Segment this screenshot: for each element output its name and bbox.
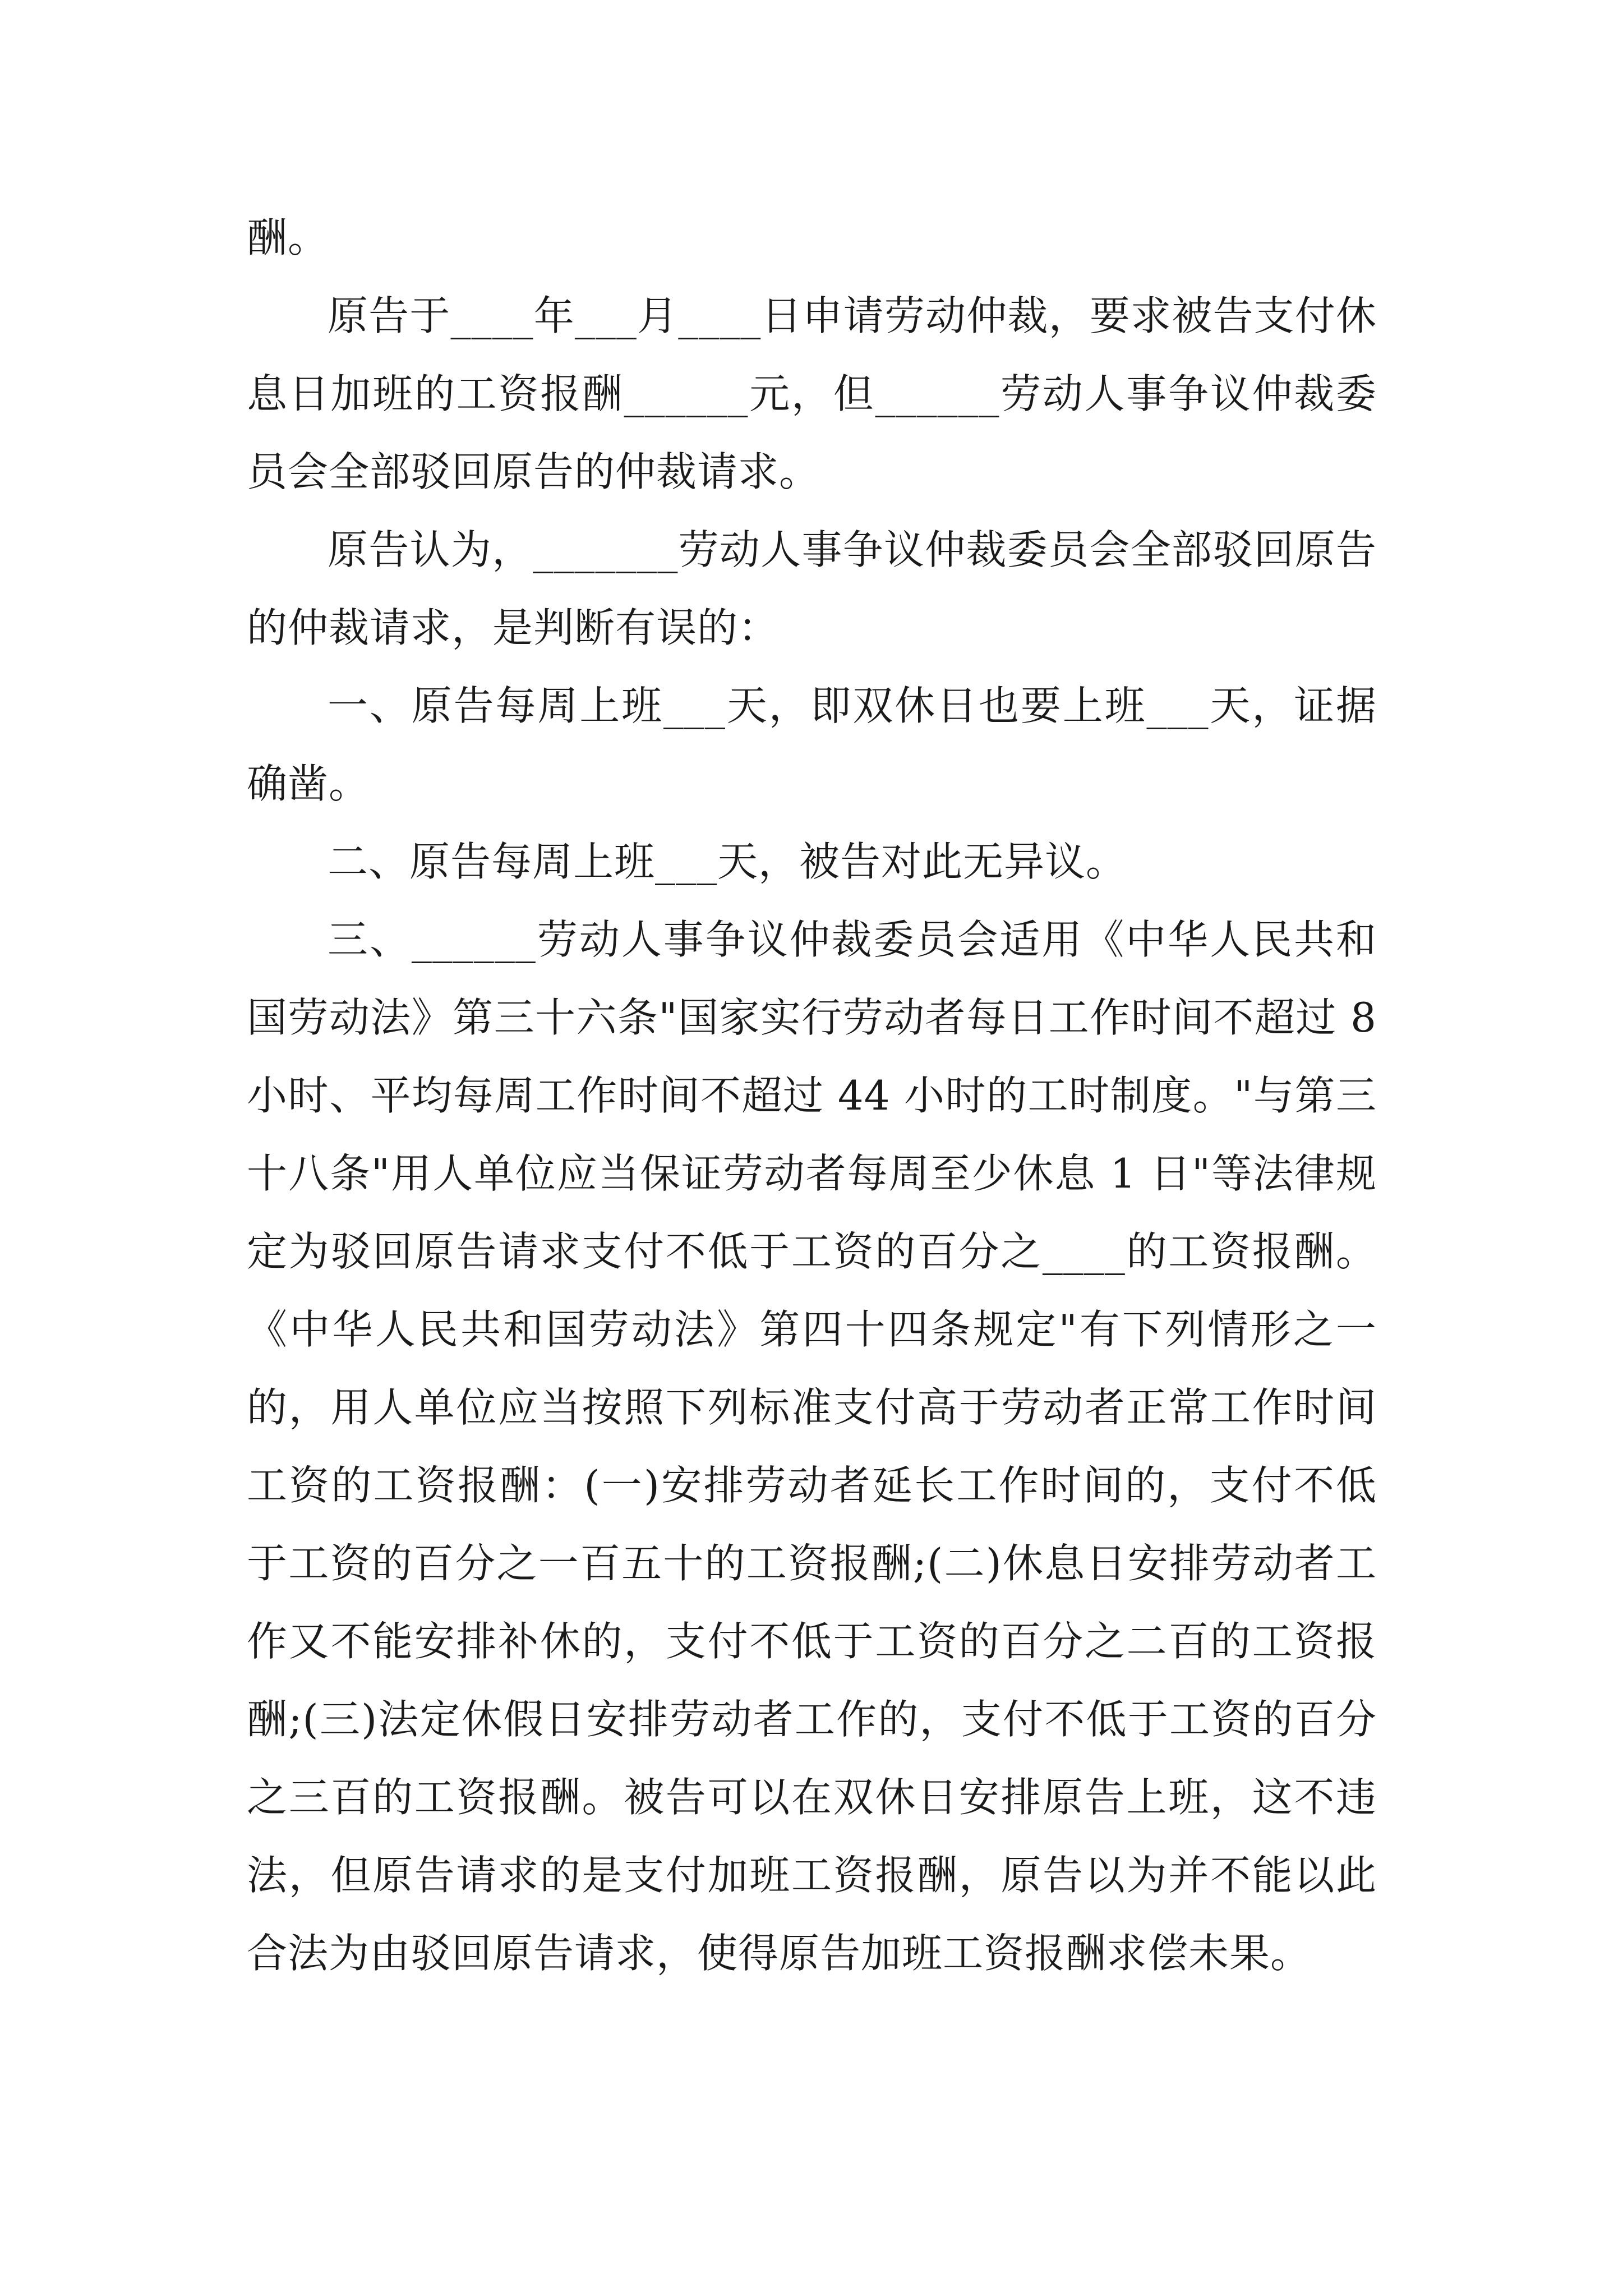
paragraph-point-two: 二、原告每周上班___天，被告对此无异议。 [328, 838, 1127, 885]
paragraph-continuation: 酬。 [247, 214, 329, 261]
paragraph-arbitration-application: 原告于____年___月____日申请劳动仲裁，要求被告支付休息日加班的工资报酬______元，但______劳动人事争议仲裁委员会全部驳回原告的仲裁请求。 [247, 292, 1377, 495]
paragraph-plaintiff-opinion: 原告认为，_______劳动人事争议仲裁委员会全部驳回原告的仲裁请求，是判断有误的： [247, 526, 1377, 651]
document-body [247, 199, 1377, 1993]
paragraph-point-one: 一、原告每周上班___天，即双休日也要上班___天，证据确凿。 [247, 682, 1377, 807]
paragraph-point-three: 三、______劳动人事争议仲裁委员会适用《中华人民共和国劳动法》第三十六条"国家实行劳动者每日工作时间不超过 8 小时、平均每周工作时间不超过 44 小时的工时制度。"与第三十八条"用人单位应当保证劳动者每周至少休息 1 日"等法律规定为驳回原告请求支付不低于工资的百分之____的工资报酬。《中华人民共和国劳动法》第四十四条规定"有下列情形之一的，用人单位应当按照下列标准支付高于劳动者正常工作时间工资的工资报酬：(一)安排劳动者延长工作时间的，支付不低于工资的百分之一百五十的工资报酬;(二)休息日安排劳动者工作又不能安排补休的，支付不低于工资的百分之二百的工资报酬;(三)法定休假日安排劳动者工作的，支付不低于工资的百分之三百的工资报酬。被告可以在双休日安排原告上班，这不违法，但原告请求的是支付加班工资报酬，原告以为并不能以此合法为由驳回原告请求，使得原告加班工资报酬求偿未果。 [247, 916, 1377, 1977]
